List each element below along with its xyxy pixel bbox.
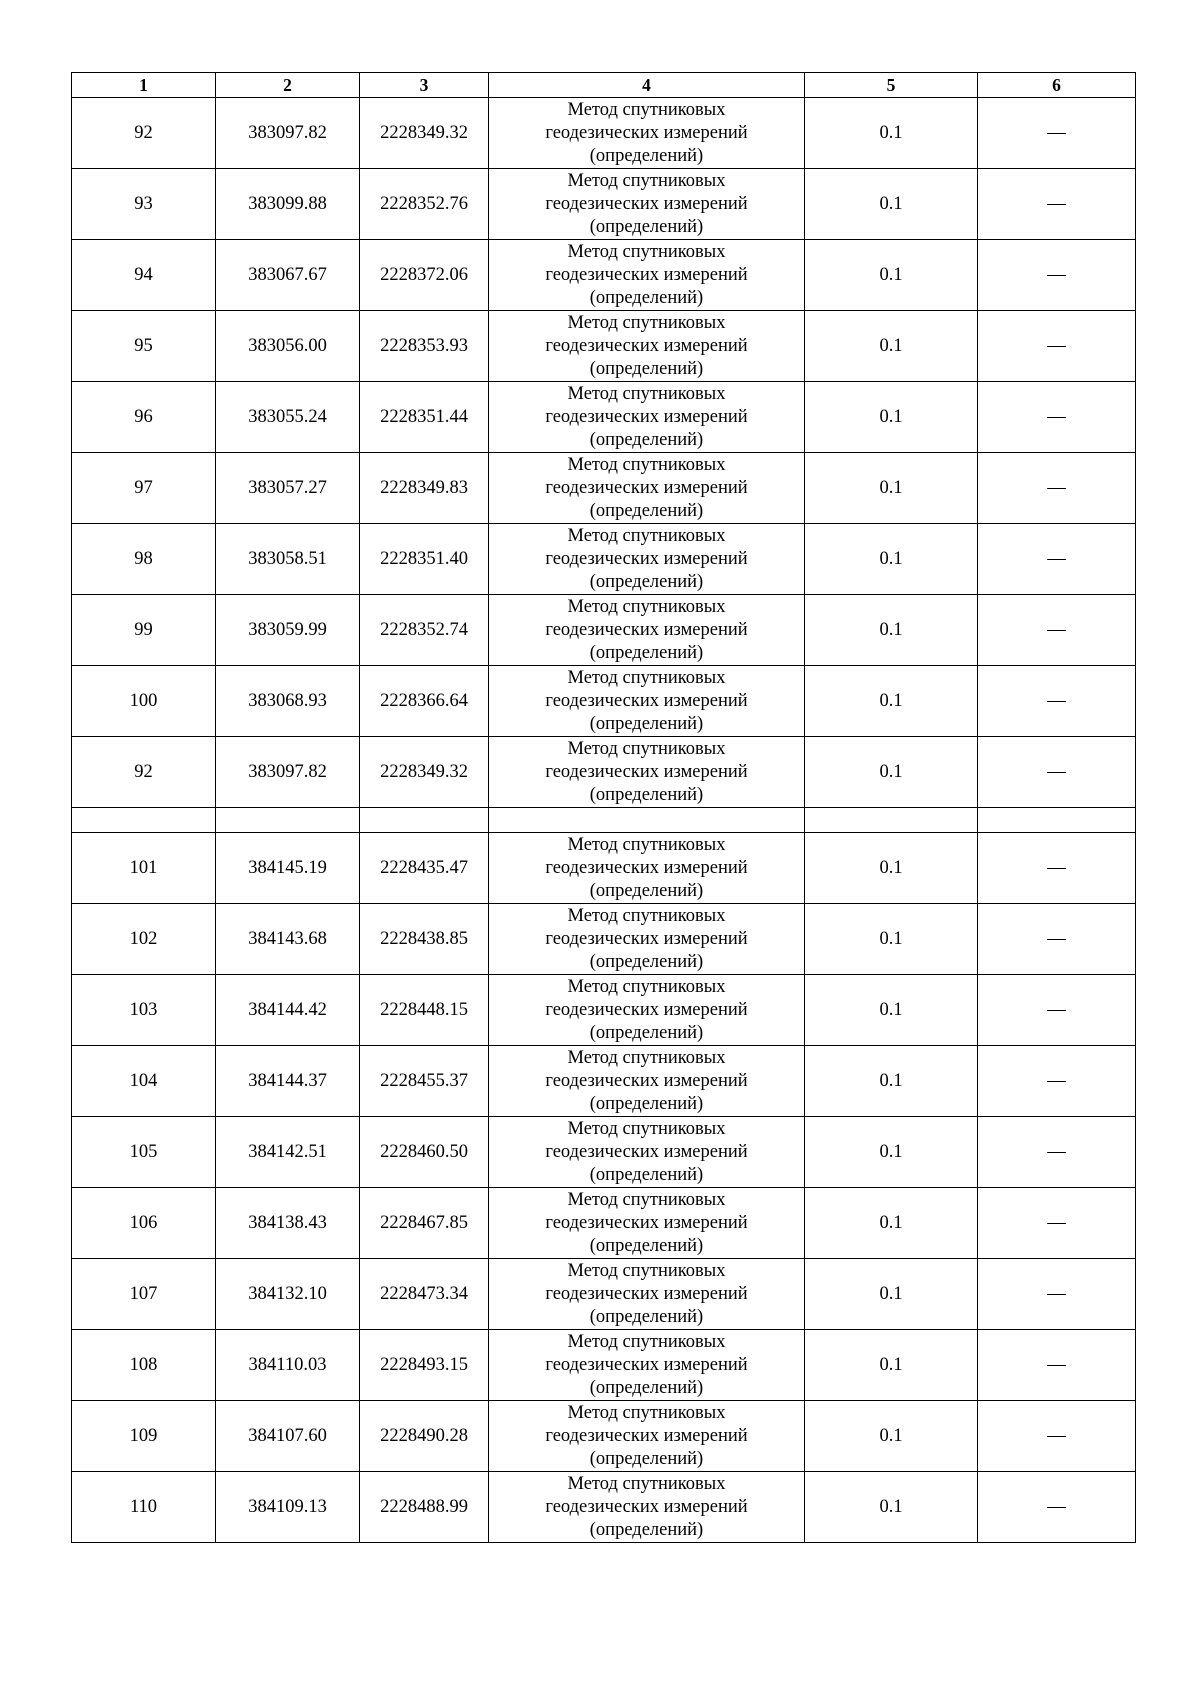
y-coordinate-cell: 2228473.34 <box>360 1259 489 1330</box>
table-row <box>72 1188 1136 1259</box>
y-coordinate-cell: 2228349.32 <box>360 737 489 808</box>
point-number-cell: 107 <box>72 1259 216 1330</box>
method-cell: Метод спутниковых геодезических измерений (определений) <box>489 737 805 808</box>
x-coordinate-cell: 383067.67 <box>216 240 360 311</box>
x-coordinate-cell: 383099.88 <box>216 169 360 240</box>
point-number-cell <box>72 808 216 833</box>
table-row <box>72 1330 1136 1401</box>
method-cell: Метод спутниковых геодезических измерений (определений) <box>489 1330 805 1401</box>
header-cell-3: 3 <box>360 73 489 98</box>
accuracy-cell: 0.1 <box>805 169 978 240</box>
table-row <box>72 737 1136 808</box>
description-cell: — <box>978 169 1136 240</box>
method-cell: Метод спутниковых геодезических измерений (определений) <box>489 595 805 666</box>
point-number-cell: 92 <box>72 98 216 169</box>
point-number-cell: 100 <box>72 666 216 737</box>
table-header <box>72 73 1136 98</box>
y-coordinate-cell: 2228467.85 <box>360 1188 489 1259</box>
header-cell-4: 4 <box>489 73 805 98</box>
y-coordinate-cell: 2228351.40 <box>360 524 489 595</box>
accuracy-cell: 0.1 <box>805 1046 978 1117</box>
point-number-cell: 99 <box>72 595 216 666</box>
point-number-cell: 103 <box>72 975 216 1046</box>
x-coordinate-cell: 383056.00 <box>216 311 360 382</box>
description-cell: — <box>978 1259 1136 1330</box>
y-coordinate-cell: 2228352.74 <box>360 595 489 666</box>
accuracy-cell <box>805 808 978 833</box>
accuracy-cell: 0.1 <box>805 98 978 169</box>
description-cell: — <box>978 1188 1136 1259</box>
point-number-cell: 97 <box>72 453 216 524</box>
accuracy-cell: 0.1 <box>805 311 978 382</box>
description-cell: — <box>978 1330 1136 1401</box>
table-row <box>72 382 1136 453</box>
x-coordinate-cell: 384107.60 <box>216 1401 360 1472</box>
x-coordinate-cell: 384132.10 <box>216 1259 360 1330</box>
x-coordinate-cell: 384143.68 <box>216 904 360 975</box>
description-cell: — <box>978 595 1136 666</box>
x-coordinate-cell: 384138.43 <box>216 1188 360 1259</box>
y-coordinate-cell: 2228351.44 <box>360 382 489 453</box>
method-cell: Метод спутниковых геодезических измерений (определений) <box>489 1259 805 1330</box>
x-coordinate-cell: 384144.42 <box>216 975 360 1046</box>
table-row <box>72 1401 1136 1472</box>
description-cell: — <box>978 975 1136 1046</box>
method-cell: Метод спутниковых геодезических измерений (определений) <box>489 975 805 1046</box>
table-row <box>72 1046 1136 1117</box>
method-cell: Метод спутниковых геодезических измерений (определений) <box>489 311 805 382</box>
accuracy-cell: 0.1 <box>805 1259 978 1330</box>
method-cell: Метод спутниковых геодезических измерений (определений) <box>489 98 805 169</box>
x-coordinate-cell: 383055.24 <box>216 382 360 453</box>
table-row <box>72 524 1136 595</box>
x-coordinate-cell: 384145.19 <box>216 833 360 904</box>
description-cell: — <box>978 311 1136 382</box>
y-coordinate-cell: 2228366.64 <box>360 666 489 737</box>
description-cell: — <box>978 1401 1136 1472</box>
method-cell: Метод спутниковых геодезических измерений (определений) <box>489 1117 805 1188</box>
x-coordinate-cell: 383097.82 <box>216 98 360 169</box>
x-coordinate-cell: 384109.13 <box>216 1472 360 1543</box>
accuracy-cell: 0.1 <box>805 1117 978 1188</box>
y-coordinate-cell: 2228349.83 <box>360 453 489 524</box>
table-row <box>72 1472 1136 1543</box>
x-coordinate-cell: 383057.27 <box>216 453 360 524</box>
y-coordinate-cell: 2228352.76 <box>360 169 489 240</box>
description-cell: — <box>978 453 1136 524</box>
description-cell: — <box>978 833 1136 904</box>
method-cell: Метод спутниковых геодезических измерений (определений) <box>489 1401 805 1472</box>
accuracy-cell: 0.1 <box>805 595 978 666</box>
description-cell: — <box>978 240 1136 311</box>
y-coordinate-cell: 2228435.47 <box>360 833 489 904</box>
header-row <box>72 73 1136 98</box>
method-cell: Метод спутниковых геодезических измерений (определений) <box>489 904 805 975</box>
x-coordinate-cell: 383068.93 <box>216 666 360 737</box>
accuracy-cell: 0.1 <box>805 975 978 1046</box>
point-number-cell: 98 <box>72 524 216 595</box>
table-row <box>72 833 1136 904</box>
accuracy-cell: 0.1 <box>805 1330 978 1401</box>
y-coordinate-cell: 2228493.15 <box>360 1330 489 1401</box>
point-number-cell: 104 <box>72 1046 216 1117</box>
accuracy-cell: 0.1 <box>805 1188 978 1259</box>
point-number-cell: 108 <box>72 1330 216 1401</box>
description-cell: — <box>978 382 1136 453</box>
x-coordinate-cell: 384110.03 <box>216 1330 360 1401</box>
description-cell <box>978 808 1136 833</box>
point-number-cell: 102 <box>72 904 216 975</box>
y-coordinate-cell: 2228455.37 <box>360 1046 489 1117</box>
point-number-cell: 105 <box>72 1117 216 1188</box>
y-coordinate-cell: 2228353.93 <box>360 311 489 382</box>
table-row <box>72 666 1136 737</box>
accuracy-cell: 0.1 <box>805 382 978 453</box>
accuracy-cell: 0.1 <box>805 240 978 311</box>
method-cell: Метод спутниковых геодезических измерений (определений) <box>489 833 805 904</box>
y-coordinate-cell: 2228438.85 <box>360 904 489 975</box>
accuracy-cell: 0.1 <box>805 1472 978 1543</box>
header-cell-1: 1 <box>72 73 216 98</box>
table-row <box>72 1259 1136 1330</box>
accuracy-cell: 0.1 <box>805 1401 978 1472</box>
point-number-cell: 106 <box>72 1188 216 1259</box>
description-cell: — <box>978 666 1136 737</box>
header-cell-6: 6 <box>978 73 1136 98</box>
description-cell: — <box>978 1046 1136 1117</box>
y-coordinate-cell: 2228490.28 <box>360 1401 489 1472</box>
description-cell: — <box>978 524 1136 595</box>
table-row <box>72 240 1136 311</box>
y-coordinate-cell: 2228448.15 <box>360 975 489 1046</box>
description-cell: — <box>978 98 1136 169</box>
accuracy-cell: 0.1 <box>805 833 978 904</box>
y-coordinate-cell: 2228488.99 <box>360 1472 489 1543</box>
table-row <box>72 453 1136 524</box>
description-cell: — <box>978 904 1136 975</box>
accuracy-cell: 0.1 <box>805 737 978 808</box>
method-cell <box>489 808 805 833</box>
separator-row <box>72 808 1136 833</box>
x-coordinate-cell <box>216 808 360 833</box>
x-coordinate-cell: 383059.99 <box>216 595 360 666</box>
method-cell: Метод спутниковых геодезических измерений (определений) <box>489 382 805 453</box>
point-number-cell: 92 <box>72 737 216 808</box>
table-row <box>72 975 1136 1046</box>
point-number-cell: 93 <box>72 169 216 240</box>
x-coordinate-cell: 383097.82 <box>216 737 360 808</box>
method-cell: Метод спутниковых геодезических измерений (определений) <box>489 1472 805 1543</box>
point-number-cell: 94 <box>72 240 216 311</box>
table-row <box>72 1117 1136 1188</box>
table-row <box>72 311 1136 382</box>
accuracy-cell: 0.1 <box>805 904 978 975</box>
method-cell: Метод спутниковых геодезических измерений (определений) <box>489 240 805 311</box>
x-coordinate-cell: 384142.51 <box>216 1117 360 1188</box>
accuracy-cell: 0.1 <box>805 666 978 737</box>
y-coordinate-cell <box>360 808 489 833</box>
point-number-cell: 95 <box>72 311 216 382</box>
description-cell: — <box>978 1117 1136 1188</box>
point-number-cell: 109 <box>72 1401 216 1472</box>
y-coordinate-cell: 2228349.32 <box>360 98 489 169</box>
coordinates-table <box>71 72 1136 1543</box>
y-coordinate-cell: 2228372.06 <box>360 240 489 311</box>
method-cell: Метод спутниковых геодезических измерений (определений) <box>489 1188 805 1259</box>
method-cell: Метод спутниковых геодезических измерений (определений) <box>489 524 805 595</box>
y-coordinate-cell: 2228460.50 <box>360 1117 489 1188</box>
method-cell: Метод спутниковых геодезических измерений (определений) <box>489 453 805 524</box>
point-number-cell: 110 <box>72 1472 216 1543</box>
accuracy-cell: 0.1 <box>805 453 978 524</box>
x-coordinate-cell: 383058.51 <box>216 524 360 595</box>
table-row <box>72 595 1136 666</box>
table-row <box>72 169 1136 240</box>
method-cell: Метод спутниковых геодезических измерений (определений) <box>489 1046 805 1117</box>
table-body <box>72 98 1136 1543</box>
method-cell: Метод спутниковых геодезических измерений (определений) <box>489 666 805 737</box>
method-cell: Метод спутниковых геодезических измерений (определений) <box>489 169 805 240</box>
description-cell: — <box>978 737 1136 808</box>
x-coordinate-cell: 384144.37 <box>216 1046 360 1117</box>
table-row <box>72 98 1136 169</box>
point-number-cell: 101 <box>72 833 216 904</box>
table-row <box>72 904 1136 975</box>
point-number-cell: 96 <box>72 382 216 453</box>
header-cell-2: 2 <box>216 73 360 98</box>
description-cell: — <box>978 1472 1136 1543</box>
header-cell-5: 5 <box>805 73 978 98</box>
accuracy-cell: 0.1 <box>805 524 978 595</box>
